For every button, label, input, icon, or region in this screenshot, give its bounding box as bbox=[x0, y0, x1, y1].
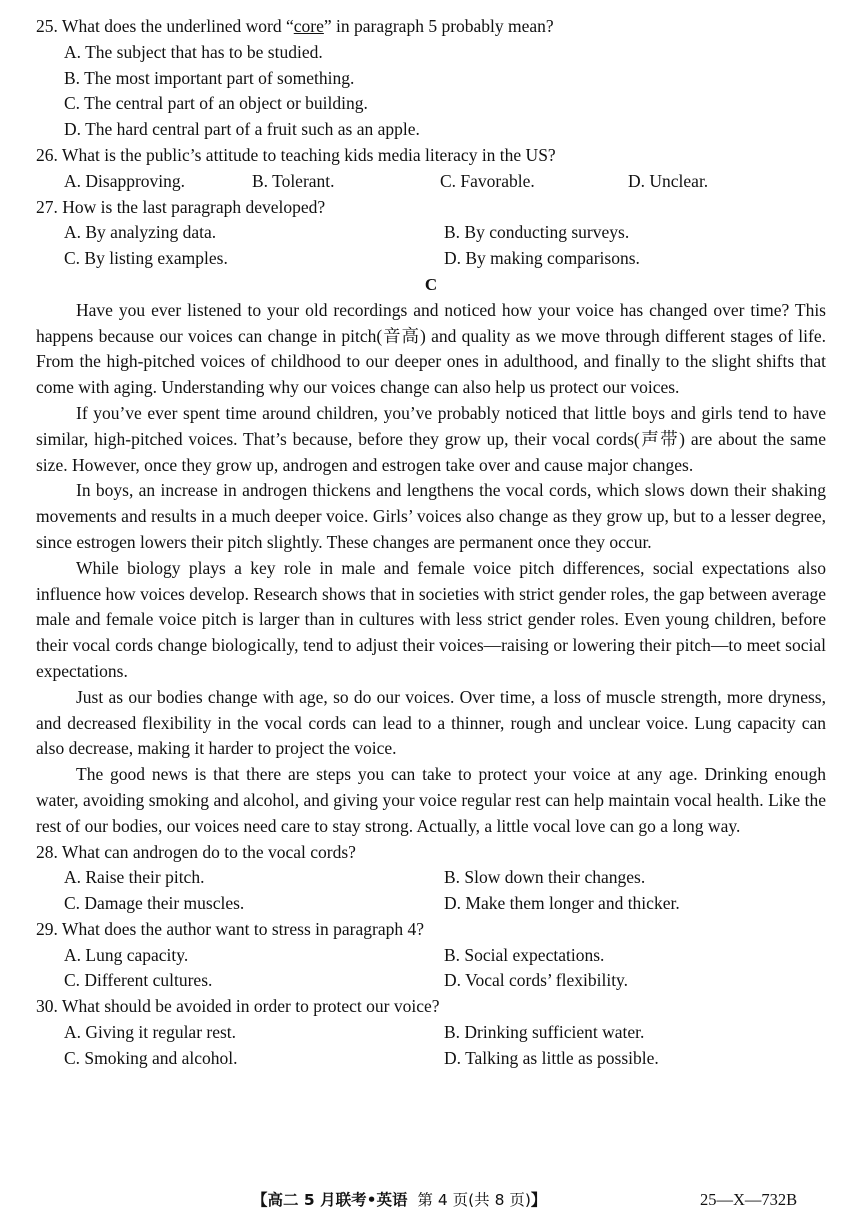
question-29-option-b: B. Social expectations. bbox=[444, 944, 605, 965]
passage-paragraph-1: Have you ever listened to your old recordings and noticed how your voice has changed over time? This happens because our voices can change in pitch(音高) and quality as we move through different stages of life. From the high-pitched voices of childhood to our deeper ones in adulthood, and finally to the slight shifts that come with aging. Understanding why our voices change can also help us protect our voices. bbox=[36, 299, 826, 398]
question-28-option-a: A. Raise their pitch. bbox=[64, 867, 205, 888]
question-25-option-a: A. The subject that has to be studied. bbox=[64, 41, 323, 62]
question-26-option-d: D. Unclear. bbox=[628, 170, 709, 191]
question-26-options bbox=[36, 169, 826, 195]
question-29-option-d: D. Vocal cords’ flexibility. bbox=[444, 970, 629, 991]
footer-exam-code: 25—X—732B bbox=[700, 1190, 798, 1209]
question-27-option-b: B. By conducting surveys. bbox=[444, 222, 630, 243]
question-29-option-a: A. Lung capacity. bbox=[64, 944, 189, 965]
question-28-option-b: B. Slow down their changes. bbox=[444, 867, 646, 888]
question-25-option-d: D. The hard central part of a fruit such as an apple. bbox=[64, 119, 420, 140]
underlined-word-core: core bbox=[293, 16, 324, 36]
passage-paragraph-3: In boys, an increase in androgen thickens and lengthens the vocal cords, which slows down their shaking movements and results in a much deeper voice. Girls’ voices also change as they grow up, but to a lesser degree, since estrogen lowers their pitch slightly. These changes are permanent once they occur. bbox=[36, 480, 826, 552]
exam-page bbox=[36, 14, 826, 1072]
passage-paragraph-2: If you’ve ever spent time around children, you’ve probably noticed that little boys and girls tend to have similar, high-pitched voices. That’s because, before they grow up, their vocal cords(声带) are about the same size. However, once they grow up, androgen and estrogen take over and cause major changes. bbox=[36, 402, 826, 475]
question-27-options-row1 bbox=[36, 220, 826, 246]
question-27-stem: 27. How is the last paragraph developed? bbox=[36, 196, 326, 217]
question-26-option-c: C. Favorable. bbox=[440, 170, 535, 191]
passage-paragraph-6: The good news is that there are steps you can take to protect your voice at any age. Drinking enough water, avoiding smoking and alcohol, and giving your voice regular rest can help maintain vocal health. Like the rest of our bodies, our voices need care to stay strong. Actually, a little vocal love can go a long way. bbox=[36, 764, 826, 836]
question-28-option-d: D. Make them longer and thicker. bbox=[444, 893, 680, 914]
question-25-stem: 25. What does the underlined word “core” in paragraph 5 probably mean? bbox=[36, 16, 554, 36]
question-30-option-c: C. Smoking and alcohol. bbox=[64, 1047, 238, 1068]
question-29-stem: 29. What does the author want to stress in paragraph 4? bbox=[36, 918, 424, 939]
question-28-stem: 28. What can androgen do to the vocal cords? bbox=[36, 841, 356, 862]
question-26-option-b: B. Tolerant. bbox=[252, 170, 335, 191]
question-25-option-c: C. The central part of an object or building. bbox=[64, 93, 368, 114]
question-26-option-a: A. Disapproving. bbox=[64, 170, 186, 191]
question-30-options-row2 bbox=[36, 1046, 826, 1072]
footer-page-number: 第 4 页(共 8 页) bbox=[417, 1191, 531, 1209]
question-27-option-d: D. By making comparisons. bbox=[444, 248, 640, 269]
question-30-option-b: B. Drinking sufficient water. bbox=[444, 1022, 645, 1043]
passage-paragraph-5: Just as our bodies change with age, so do our voices. Over time, a loss of muscle strength, more dryness, and decreased flexibility in the vocal cords can lead to a thinner, rough and unclear voice. Lung capacity can also decrease, making it harder to project the voice. bbox=[36, 686, 826, 759]
page-footer bbox=[0, 1188, 860, 1212]
question-28-options-row2 bbox=[36, 891, 826, 917]
question-27-option-c: C. By listing examples. bbox=[64, 248, 228, 269]
question-29-options-row2 bbox=[36, 968, 826, 994]
question-25-option-b: B. The most important part of something. bbox=[64, 67, 355, 88]
question-30-option-d: D. Talking as little as possible. bbox=[444, 1047, 659, 1068]
question-26-stem: 26. What is the public’s attitude to teaching kids media literacy in the US? bbox=[36, 144, 556, 165]
passage-paragraph-4: While biology plays a key role in male and female voice pitch differences, social expectations also influence how voices develop. Research shows that in societies with strict gender roles, the gap between average male and female voice pitch is larger than in cultures with less strict gender roles. Even young children, before their vocal cords change biologically, tend to adjust their voices—raising or lowering their pitch—to meet social expectations. bbox=[36, 557, 826, 681]
section-title: C bbox=[424, 274, 438, 294]
question-29-option-c: C. Different cultures. bbox=[64, 970, 213, 991]
question-29-options-row1 bbox=[36, 943, 826, 969]
footer-exam-name: 高二 5 月联考 bbox=[267, 1191, 367, 1209]
question-30-option-a: A. Giving it regular rest. bbox=[64, 1022, 237, 1043]
question-30-options-row1 bbox=[36, 1020, 826, 1046]
question-28-option-c: C. Damage their muscles. bbox=[64, 893, 245, 914]
question-27-option-a: A. By analyzing data. bbox=[64, 222, 217, 243]
question-30-stem: 30. What should be avoided in order to protect our voice? bbox=[36, 996, 440, 1017]
footer-subject: 英语 bbox=[376, 1191, 408, 1209]
footer-exam-info: 【高二 5 月联考•英语 第 4 页(共 8 页)】 bbox=[252, 1191, 547, 1209]
question-28-options-row1 bbox=[36, 865, 826, 891]
question-27-options-row2 bbox=[36, 246, 826, 272]
